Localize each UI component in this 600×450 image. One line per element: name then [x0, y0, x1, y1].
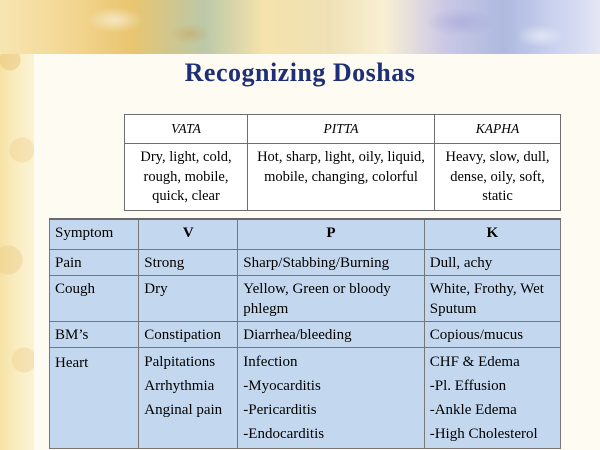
heart-k-line: -High Cholesterol	[429, 426, 538, 442]
dosha-header-row	[125, 115, 561, 144]
heart-p-line: Infection	[243, 354, 298, 370]
symptom-header-row	[50, 219, 561, 250]
p-cell	[238, 348, 424, 449]
pitta-qualities: Hot, sharp, light, oily, liquid, mobile, changing, colorful	[248, 144, 435, 211]
v-cell: Strong	[139, 250, 238, 276]
header-p: P	[238, 219, 424, 250]
vata-qualities: Dry, light, cold, rough, mobile, quick, clear	[125, 144, 248, 211]
symptom-cell: Heart	[50, 348, 139, 449]
v-cell: Constipation	[139, 322, 238, 348]
dosha-header-kapha: KAPHA	[435, 115, 561, 144]
table-row	[50, 276, 561, 322]
p-cell: Diarrhea/bleeding	[238, 322, 424, 348]
v-cell	[139, 348, 238, 449]
header-symptom: Symptom	[50, 219, 139, 250]
heart-k-line: CHF & Edema	[429, 354, 520, 370]
p-cell: Sharp/Stabbing/Burning	[238, 250, 424, 276]
slide-title: Recognizing Doshas	[184, 58, 416, 87]
heart-v-line: Palpitations	[144, 354, 216, 370]
p-cell: Yellow, Green or bloody phlegm	[238, 276, 424, 322]
v-cell: Dry	[139, 276, 238, 322]
dosha-header-pitta: PITTA	[248, 115, 435, 144]
k-cell: Copious/mucus	[424, 322, 560, 348]
symptom-cell: BM’s	[50, 322, 139, 348]
dosha-qualities-row	[125, 144, 561, 211]
table-row	[50, 348, 561, 449]
header-k: K	[424, 219, 560, 250]
dosha-header-vata: VATA	[125, 115, 248, 144]
k-cell: White, Frothy, Wet Sputum	[424, 276, 560, 322]
heart-v-line: Arrhythmia	[144, 378, 215, 394]
heart-p-line: -Myocarditis	[243, 378, 321, 394]
heart-k-line: -Pl. Effusion	[429, 378, 507, 394]
dosha-qualities-table	[124, 114, 561, 211]
table-row	[50, 250, 561, 276]
symptom-table	[49, 218, 561, 449]
heart-p-line: -Endocarditis	[243, 426, 325, 442]
heart-p-line: -Pericarditis	[243, 402, 317, 418]
k-cell	[424, 348, 560, 449]
kapha-qualities: Heavy, slow, dull, dense, oily, soft, static	[435, 144, 561, 211]
table-row	[50, 322, 561, 348]
heart-k-line: -Ankle Edema	[429, 402, 517, 418]
k-cell: Dull, achy	[424, 250, 560, 276]
symptom-cell: Cough	[50, 276, 139, 322]
heart-v-line: Anginal pain	[144, 402, 223, 418]
decorative-top-banner	[0, 0, 600, 54]
header-v: V	[139, 219, 238, 250]
symptom-cell: Pain	[50, 250, 139, 276]
